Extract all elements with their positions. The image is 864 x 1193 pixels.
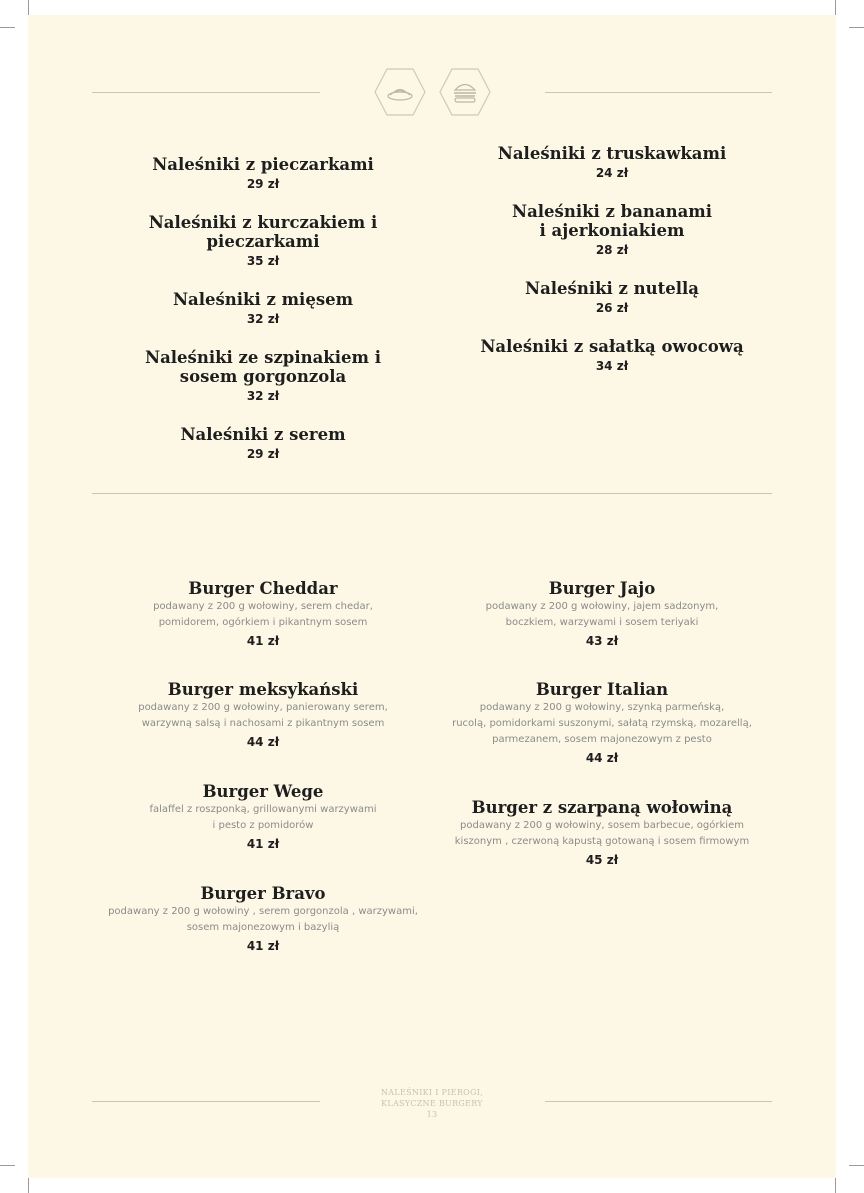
item-name: Burger Jajo (548, 579, 656, 598)
top-rule-right (545, 92, 772, 93)
item-name: Naleśniki z truskawkami (497, 144, 727, 163)
item-name: Naleśniki z bananami i ajerkoniakiem (512, 202, 712, 240)
item-price: 45 zł (585, 853, 619, 867)
menu-item (98, 579, 428, 648)
item-price: 24 zł (595, 166, 629, 180)
bottom-rule-left (92, 1101, 320, 1102)
crop-mark (28, 1178, 29, 1193)
crop-mark (0, 27, 15, 28)
item-price: 32 zł (246, 312, 280, 326)
menu-item (437, 579, 767, 648)
item-description: podawany z 200 g wołowiny, serem chedar, (153, 601, 373, 612)
item-description: podawany z 200 g wołowiny , serem gorgonzola , warzywami, (108, 906, 418, 917)
menu-item (98, 782, 428, 851)
item-price: 41 zł (246, 634, 280, 648)
crop-mark (835, 1178, 836, 1193)
menu-item (447, 279, 777, 315)
item-description: kiszonym , czerwoną kapustą gotowaną i sosem firmowym (454, 836, 750, 847)
item-price: 44 zł (585, 751, 619, 765)
item-name: Burger meksykański (167, 680, 359, 699)
item-name: Burger Wege (202, 782, 324, 801)
item-price: 34 zł (595, 359, 629, 373)
crop-mark (849, 27, 864, 28)
item-description: podawany z 200 g wołowiny, sosem barbecue, ogórkiem (460, 820, 744, 831)
item-name: Naleśniki z sałatką owocową (480, 337, 744, 356)
item-name: Naleśniki z kurczakiem i pieczarkami (148, 213, 378, 251)
item-price: 32 zł (246, 389, 280, 403)
item-price: 29 zł (246, 447, 280, 461)
menu-item (98, 884, 428, 953)
crop-mark (0, 1165, 15, 1166)
item-description: i pesto z pomidorów (212, 820, 314, 831)
item-name: Naleśniki ze szpinakiem i sosem gorgonzola (145, 348, 381, 386)
item-price: 26 zł (595, 301, 629, 315)
item-price: 43 zł (585, 634, 619, 648)
item-price: 41 zł (246, 939, 280, 953)
crop-mark (849, 1165, 864, 1166)
crop-mark (835, 0, 836, 15)
item-price: 41 zł (246, 837, 280, 851)
item-description: podawany z 200 g wołowiny, jajem sadzonym, (485, 601, 719, 612)
menu-item (98, 425, 428, 461)
menu-item (98, 680, 428, 749)
item-description: parmezanem, sosem majonezowym z pesto (492, 734, 712, 745)
item-name: Burger Italian (535, 680, 669, 699)
item-price: 29 zł (246, 177, 280, 191)
burgers-right-column (437, 579, 767, 867)
item-name: Burger z szarpaną wołowiną (471, 798, 733, 817)
item-price: 44 zł (246, 735, 280, 749)
item-name: Burger Cheddar (188, 579, 338, 598)
item-description: boczkiem, warzywami i sosem teriyaki (505, 617, 699, 628)
pancakes-left-column (98, 155, 428, 461)
burger-icon (439, 68, 491, 116)
menu-item (98, 155, 428, 191)
pancakes-right-column (447, 144, 777, 373)
burgers-left-column (98, 579, 428, 953)
menu-item (447, 202, 777, 257)
bottom-rule-right (545, 1101, 772, 1102)
menu-item (98, 348, 428, 403)
menu-item (447, 144, 777, 180)
menu-item (447, 337, 777, 373)
menu-item (98, 213, 428, 268)
item-price: 35 zł (246, 254, 280, 268)
top-rule-left (92, 92, 320, 93)
item-description: warzywną salsą i nachosami z pikantnym sosem (141, 718, 385, 729)
item-description: falaffel z roszponką, grillowanymi warzywami (149, 804, 377, 815)
crop-mark (28, 0, 29, 15)
item-description: rucolą, pomidorkami suszonymi, sałatą rzymską, mozarellą, (452, 718, 752, 729)
item-name: Naleśniki z nutellą (525, 279, 699, 298)
item-name: Naleśniki z pieczarkami (152, 155, 374, 174)
footer-section-title: NALEŚNIKI I PIEROGI, (380, 1088, 483, 1097)
item-name: Naleśniki z serem (180, 425, 346, 444)
menu-item (437, 680, 767, 765)
menu-item (437, 798, 767, 867)
item-description: sosem majonezowym i bazylią (186, 922, 340, 933)
item-name: Burger Bravo (200, 884, 326, 903)
item-description: podawany z 200 g wołowiny, panierowany serem, (138, 702, 388, 713)
footer-section-subtitle: KLASYCZNE BURGERY (381, 1099, 483, 1108)
page-footer (350, 1087, 514, 1120)
item-name: Naleśniki z mięsem (172, 290, 354, 309)
pancake-icon (374, 68, 426, 116)
item-price: 28 zł (595, 243, 629, 257)
section-divider (92, 493, 772, 494)
page-number: 13 (426, 1110, 438, 1119)
menu-item (98, 290, 428, 326)
item-description: podawany z 200 g wołowiny, szynką parmeńską, (479, 702, 725, 713)
item-description: pomidorem, ogórkiem i pikantnym sosem (158, 617, 368, 628)
